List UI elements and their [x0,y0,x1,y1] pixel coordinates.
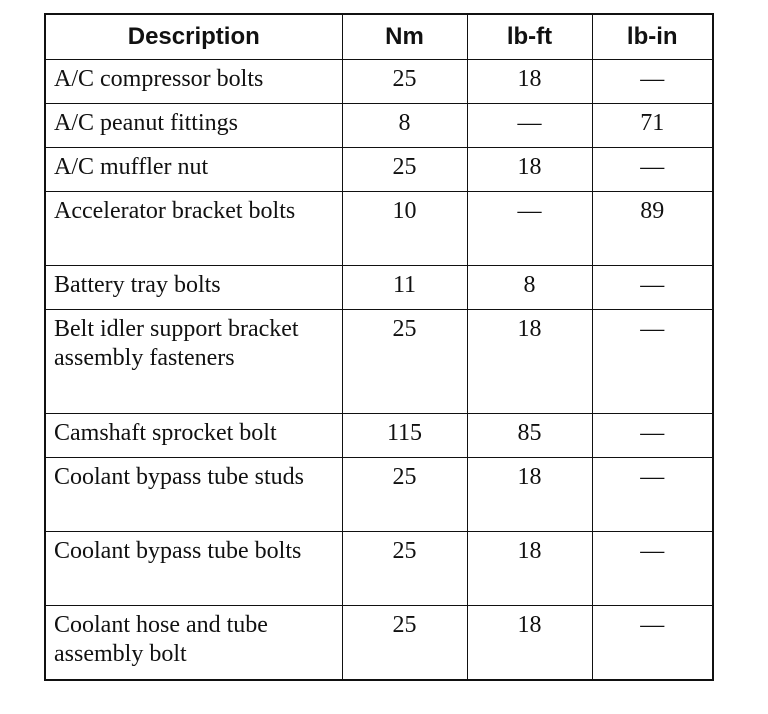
description-cell: A/C peanut fittings [45,104,342,148]
description-cell: Battery tray bolts [45,266,342,310]
description-cell: Belt idler support bracket assembly fasteners [45,310,342,414]
header-description: Description [45,14,342,60]
lbft-cell: 18 [467,606,592,680]
description-cell: Camshaft sprocket bolt [45,414,342,458]
table-row [45,532,713,606]
lbin-cell: 71 [592,104,713,148]
nm-cell: 25 [342,532,467,606]
nm-cell: 115 [342,414,467,458]
lbin-cell: — [592,458,713,532]
header-lbft: lb-ft [467,14,592,60]
nm-cell: 25 [342,606,467,680]
lbft-cell: 8 [467,266,592,310]
lbft-cell: 18 [467,310,592,414]
header-row [45,14,713,60]
table-row [45,148,713,192]
table-row [45,606,713,680]
lbft-cell: 18 [467,458,592,532]
table-row [45,192,713,266]
lbft-cell: 18 [467,148,592,192]
lbft-cell: 18 [467,532,592,606]
lbin-cell: 89 [592,192,713,266]
nm-cell: 25 [342,458,467,532]
nm-cell: 8 [342,104,467,148]
lbin-cell: — [592,148,713,192]
table-row [45,458,713,532]
table-row [45,310,713,414]
lbft-cell: — [467,104,592,148]
nm-cell: 25 [342,60,467,104]
lbin-cell: — [592,310,713,414]
table-row [45,60,713,104]
table-row [45,414,713,458]
torque-spec-table [44,13,714,681]
lbin-cell: — [592,266,713,310]
lbin-cell: — [592,60,713,104]
table-row [45,104,713,148]
description-cell: Coolant bypass tube bolts [45,532,342,606]
header-nm: Nm [342,14,467,60]
description-cell: A/C muffler nut [45,148,342,192]
nm-cell: 11 [342,266,467,310]
lbin-cell: — [592,606,713,680]
lbft-cell: 18 [467,60,592,104]
nm-cell: 10 [342,192,467,266]
lbin-cell: — [592,532,713,606]
description-cell: Accelerator bracket bolts [45,192,342,266]
lbin-cell: — [592,414,713,458]
nm-cell: 25 [342,310,467,414]
description-cell: A/C compressor bolts [45,60,342,104]
lbft-cell: 85 [467,414,592,458]
nm-cell: 25 [342,148,467,192]
lbft-cell: — [467,192,592,266]
description-cell: Coolant hose and tube assembly bolt [45,606,342,680]
description-cell: Coolant bypass tube studs [45,458,342,532]
header-lbin: lb-in [592,14,713,60]
table-row [45,266,713,310]
